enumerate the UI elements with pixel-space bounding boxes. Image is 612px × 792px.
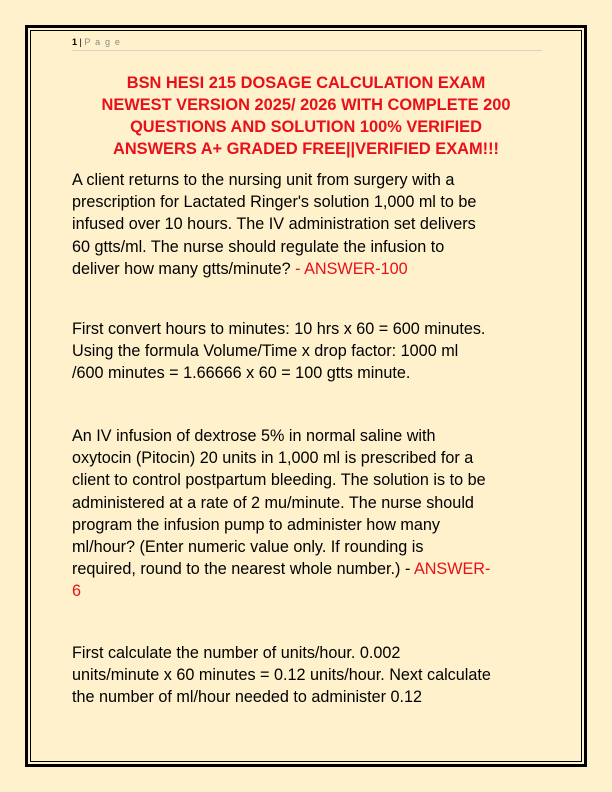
- solution-line: /600 minutes = 1.66666 x 60 = 100 gtts minute.: [72, 364, 411, 383]
- page-header: [72, 36, 542, 51]
- question-text: deliver how many gtts/minute?: [72, 259, 296, 278]
- question-line: [72, 258, 544, 280]
- page-label: P a g e: [84, 37, 122, 47]
- question-line: An IV infusion of dextrose 5% in normal saline with: [72, 427, 436, 445]
- question-text: required, round to the nearest whole number.) -: [72, 560, 414, 579]
- title-line: ANSWERS A+ GRADED FREE||VERIFIED EXAM!!!: [112, 140, 500, 158]
- question-2: [72, 425, 544, 603]
- solution-1: [72, 318, 544, 385]
- question-line: administered at a rate of 2 mu/minute. The nurse should: [72, 493, 474, 512]
- question-line: 60 gtts/ml. The nurse should regulate the infusion to: [72, 237, 445, 256]
- solution-line: the number of ml/hour needed to administer 0.12: [72, 688, 423, 707]
- title-line: NEWEST VERSION 2025/ 2026 WITH COMPLETE 200: [101, 96, 511, 114]
- title-line: BSN HESI 215 DOSAGE CALCULATION EXAM: [126, 74, 486, 92]
- document-title: [72, 72, 540, 160]
- answer-text: ANSWER-: [413, 560, 491, 579]
- question-line: A client returns to the nursing unit from surgery with a: [72, 171, 455, 189]
- solution-line: First calculate the number of units/hour. 0.002: [72, 644, 401, 662]
- answer-text: - ANSWER-100: [295, 259, 408, 278]
- page-separator: |: [77, 37, 85, 47]
- solution-line: units/minute x 60 minutes = 0.12 units/hour. Next calculate: [72, 666, 491, 685]
- question-line: prescription for Lactated Ringer's solution 1,000 ml to be: [72, 193, 477, 212]
- question-1: [72, 169, 544, 280]
- question-line: infused over 10 hours. The IV administration set delivers: [72, 215, 476, 234]
- question-line: program the infusion pump to administer how many: [72, 515, 440, 534]
- solution-2: [72, 642, 544, 709]
- page-number: 1: [72, 37, 78, 47]
- question-line: client to control postpartum bleeding. The solution is to be: [72, 471, 486, 490]
- question-line: [72, 558, 544, 580]
- solution-line: First convert hours to minutes: 10 hrs x 60 = 600 minutes.: [72, 320, 486, 338]
- title-line: QUESTIONS AND SOLUTION 100% VERIFIED: [130, 118, 482, 136]
- question-line: ml/hour? (Enter numeric value only. If rounding is: [72, 538, 424, 557]
- question-line: oxytocin (Pitocin) 20 units in 1,000 ml is prescribed for a: [72, 449, 474, 468]
- solution-line: Using the formula Volume/Time x drop factor: 1000 ml: [72, 342, 459, 361]
- answer-value: 6: [72, 582, 82, 601]
